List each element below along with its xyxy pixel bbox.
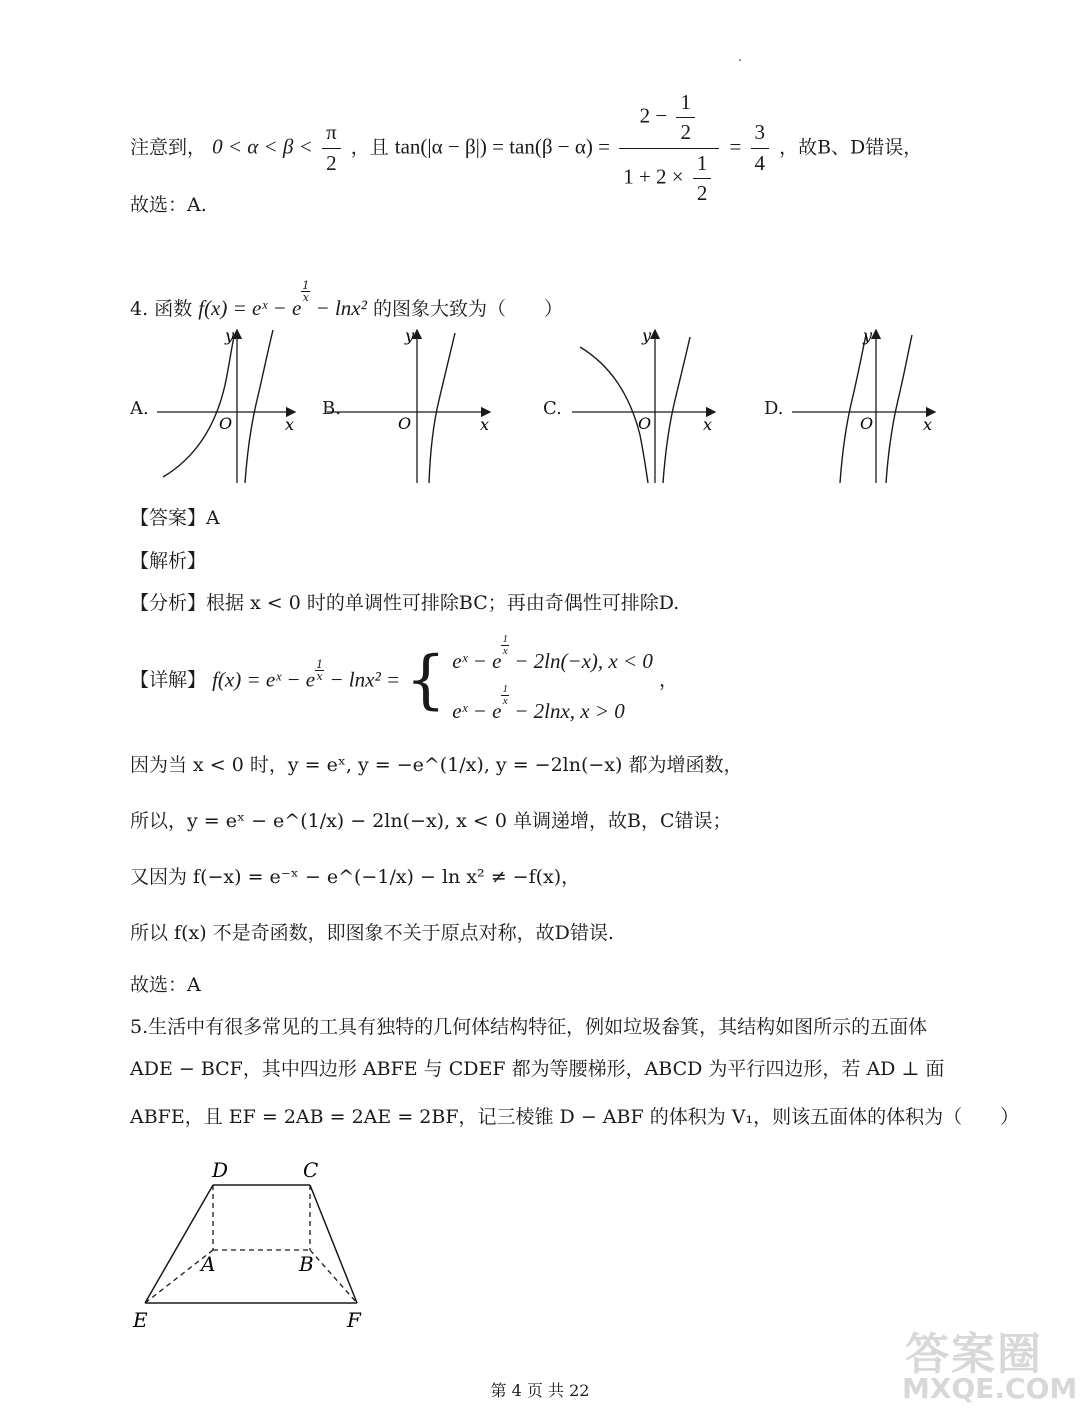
vertex-f: F xyxy=(347,1308,361,1332)
origin-label: O xyxy=(638,414,652,433)
vertex-d: D xyxy=(212,1158,229,1182)
pi-over-2: $\frac{\pi}{2}$ xyxy=(322,118,341,178)
vertex-e: E xyxy=(133,1308,148,1332)
x-label: x xyxy=(703,415,713,434)
x-label: x xyxy=(480,415,490,434)
left-branch xyxy=(840,335,866,483)
right-branch xyxy=(663,337,690,483)
y-label: y xyxy=(642,326,652,345)
graph-a xyxy=(155,325,300,485)
watermark-logo: 答案圈 xyxy=(905,1329,1043,1380)
origin-label: O xyxy=(860,414,874,433)
graph-d xyxy=(790,325,940,485)
y-label: y xyxy=(225,326,235,345)
page-footer: 第 4 页 共 22 xyxy=(490,1381,590,1400)
origin-label: O xyxy=(398,414,412,433)
option-b-label: B. xyxy=(322,398,341,419)
detail-piecewise: 【详解】 f(x) = eˣ − e $\frac{1}{x}$ − lnx² = { eˣ − e $\frac{1}{x}$ − 2ln(−x), x < 0 eˣ − e $\frac{1}{x}$ − 2lnx, x > 0 ， xyxy=(130,633,678,724)
option-c-label: C. xyxy=(543,398,562,419)
left-branch xyxy=(163,337,234,477)
not-odd-line: 所以 f(x) 不是奇函数，即图象不关于原点对称，故D错误. xyxy=(130,922,614,944)
answer: 【答案】A xyxy=(130,507,220,529)
also-line: 又因为 f(−x) = e⁻ˣ − e^(−1/x) − ln x² ≠ −f(x)， xyxy=(130,866,581,888)
pentahedron-figure xyxy=(125,1155,385,1355)
right-branch xyxy=(245,330,273,483)
option-d-label: D. xyxy=(764,398,784,419)
q5-line-1: 5.生活中有很多常见的工具有独特的几何体结构特征，例如垃圾畚箕，其结构如图所示的五面体 xyxy=(130,1016,928,1038)
right-branch xyxy=(886,335,912,483)
y-label: y xyxy=(863,326,873,345)
analysis-summary: 【分析】根据 x < 0 时的单调性可排除BC；再由奇偶性可排除D. xyxy=(130,592,680,614)
tan-fraction: 2 − $\frac{1}{2}$ 1 + 2 × $\frac{1}{2}$ xyxy=(619,88,719,209)
because-line: 因为当 x < 0 时，y = eˣ, y = −e^(1/x), y = −2ln(−x) 都为增函数， xyxy=(130,754,743,776)
option-a-label: A. xyxy=(130,398,149,419)
vertex-a: A xyxy=(201,1252,216,1276)
x-label: x xyxy=(923,415,933,434)
q5-line-2: ADE − BCF，其中四边形 ABFE 与 CDEF 都为等腰梯形，ABCD 为平行四边形，若 AD ⊥ 面 xyxy=(130,1058,945,1080)
branch xyxy=(429,333,455,483)
q5-line-3: ABFE，且 EF = 2AB = 2AE = 2BF，记三棱锥 D − ABF 的体积为 V₁，则该五面体的体积为（ ） xyxy=(130,1106,1020,1128)
watermark-site: MXQE.COM xyxy=(902,1372,1078,1405)
origin-label: O xyxy=(219,414,233,433)
y-label: y xyxy=(405,326,415,345)
choose-a-2: 故选：A xyxy=(130,974,201,996)
question-4: 4. 函数 f(x) = eˣ − e $\frac{1}{x}$ − lnx² 的图象大致为（ ） xyxy=(130,279,563,320)
three-quarters: $\frac{3}{4}$ xyxy=(751,118,770,178)
analysis-heading: 【解析】 xyxy=(130,550,207,572)
choose-a-1: 故选：A. xyxy=(130,194,207,216)
vertex-c: C xyxy=(303,1158,319,1182)
vertex-b: B xyxy=(299,1252,314,1276)
x-label: x xyxy=(285,415,295,434)
graph-b xyxy=(325,325,495,485)
so-line: 所以，y = eˣ − e^(1/x) − 2ln(−x), x < 0 单调递增，故B，C错误； xyxy=(130,810,732,832)
tan-line: 注意到， 0 < α < β < $\frac{\pi}{2}$ ，且 tan(|α − β|) = tan(β − α) = 2 − $\frac{1}{2}$ 1 + 2 × $\frac{1}{2}$ = $\frac{3}{4}$ ，故B、D错误， xyxy=(130,88,922,209)
graph-c xyxy=(570,325,720,485)
stray-dot: . xyxy=(738,50,742,64)
